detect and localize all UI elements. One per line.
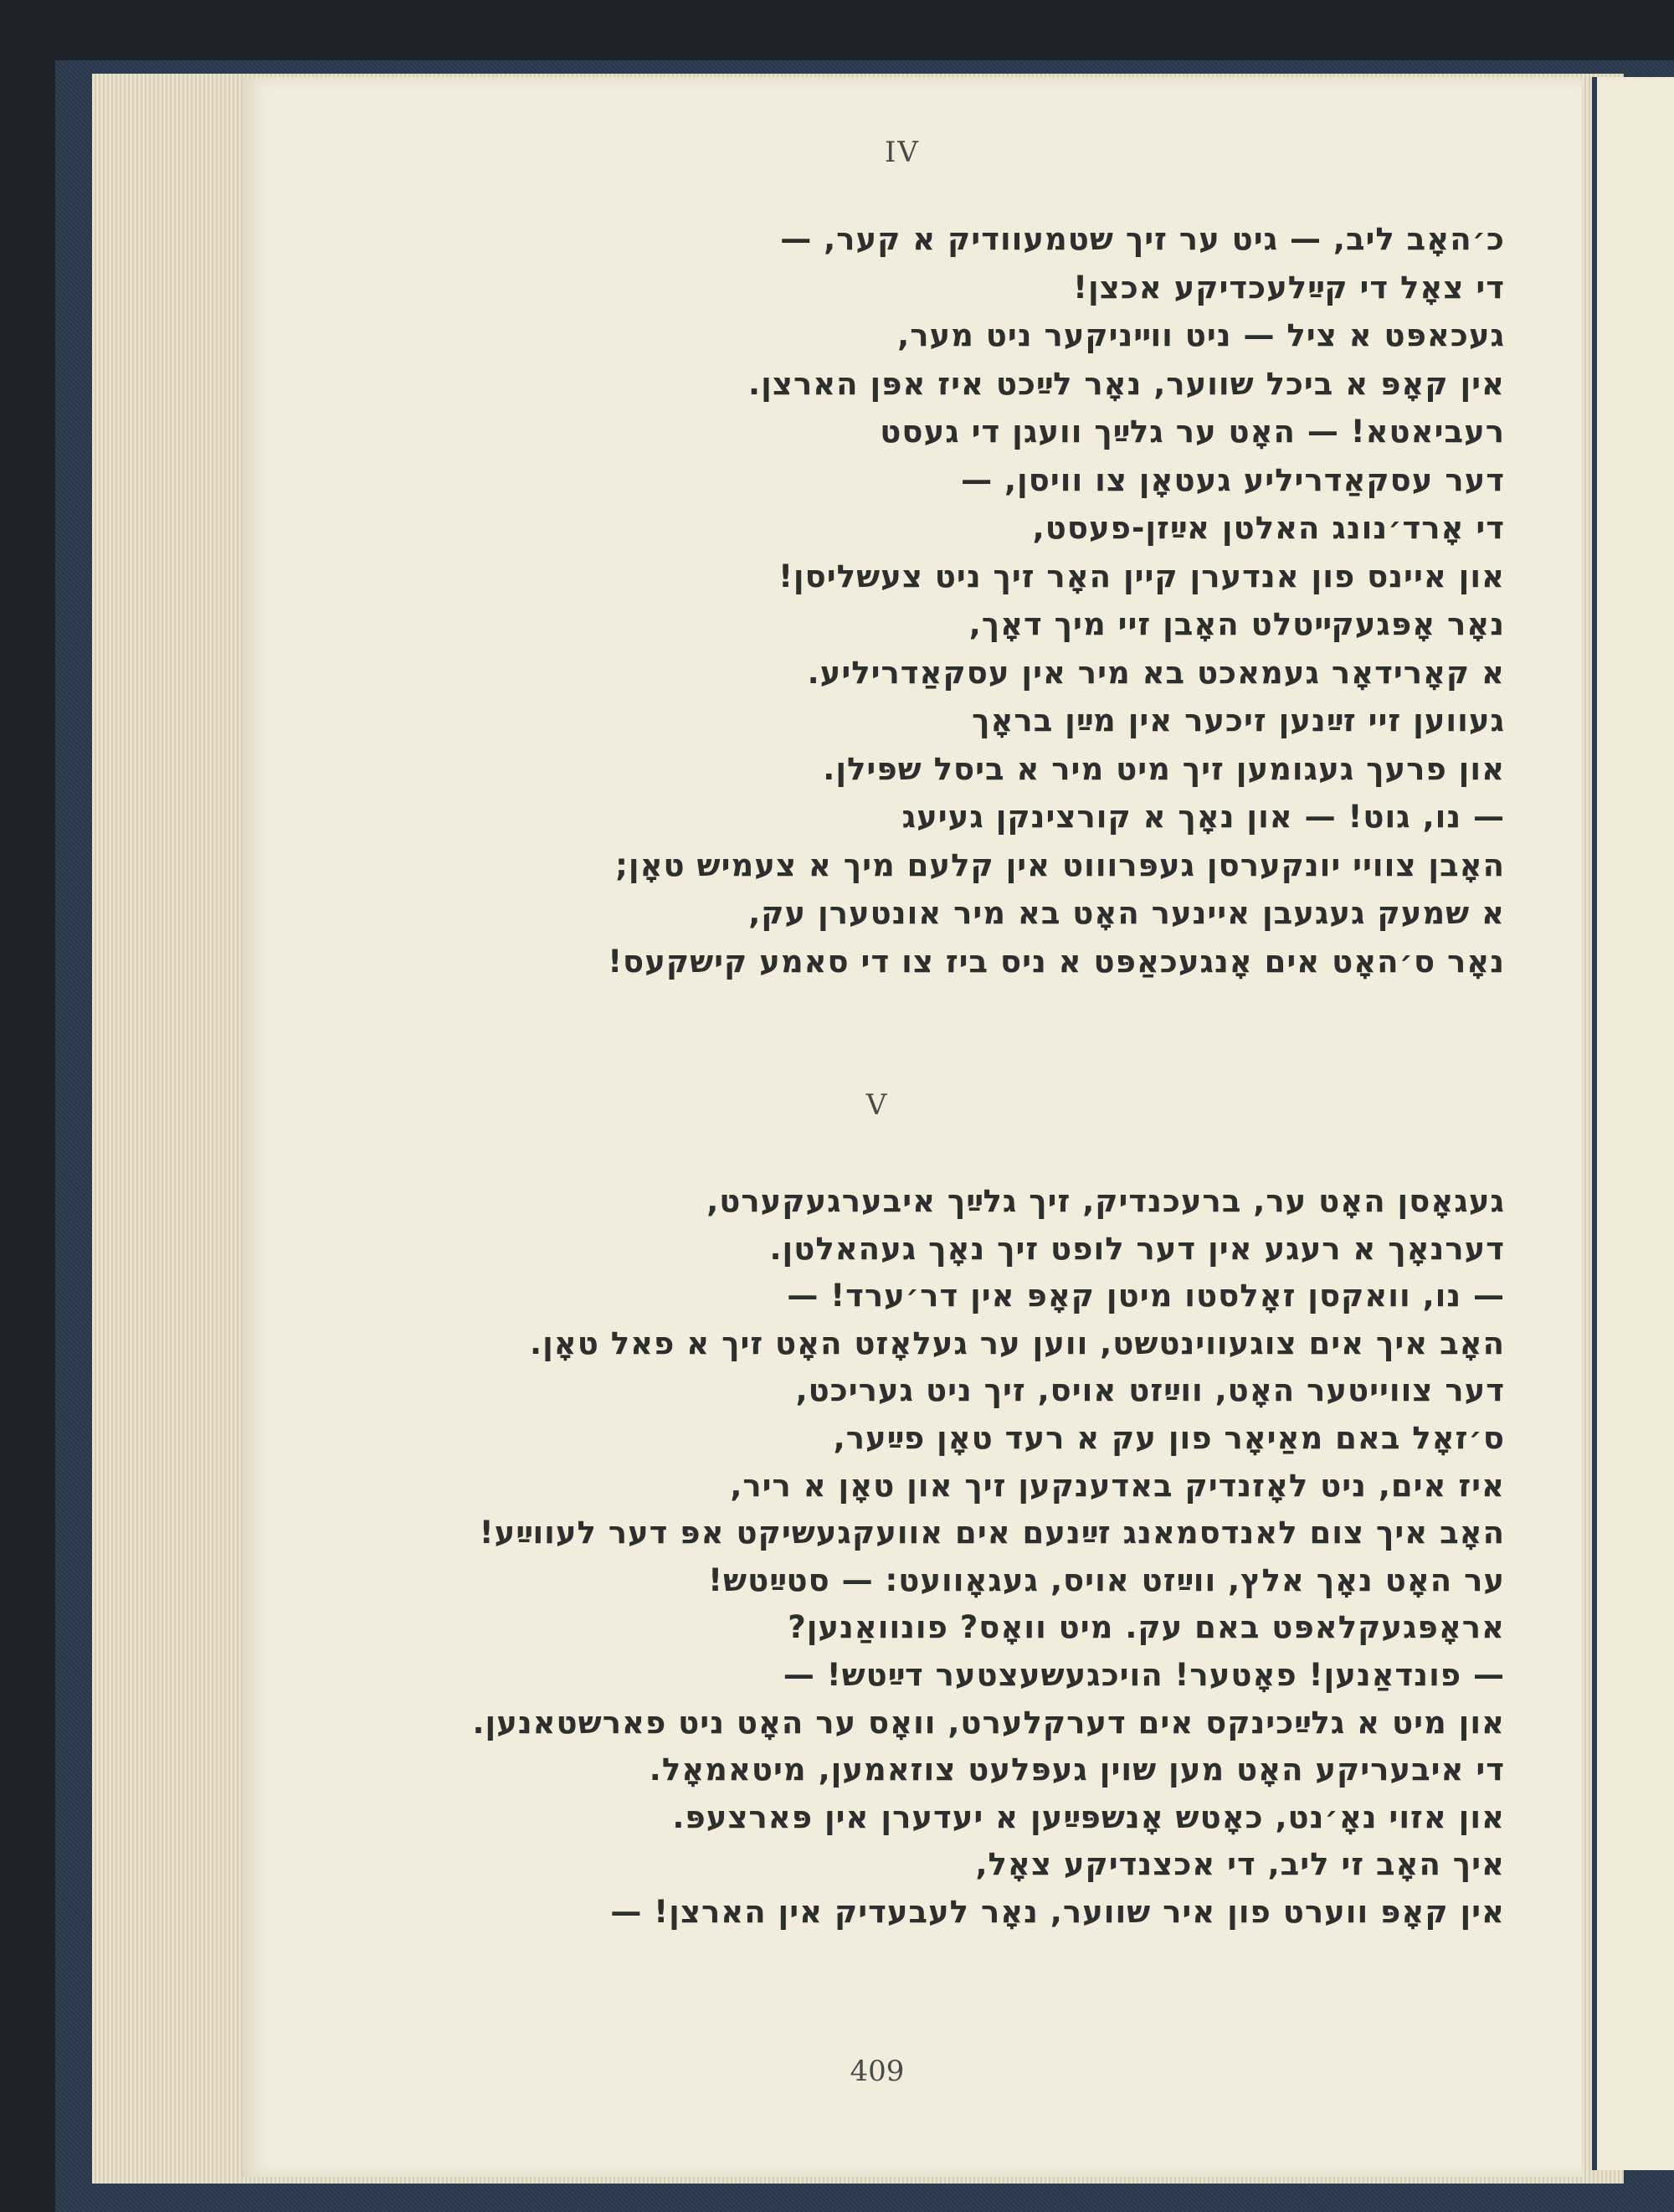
- verse-line: געגאָסן האָט ער, ברעכנדיק, זיך גלײַך איבערגעקערט,: [706, 1183, 1505, 1219]
- verse-line: ס׳זאָל באם מאַיאָר פון עק א רעד טאָן פײַער,: [833, 1419, 1505, 1456]
- verse-line: אראָפּגעקלאפּט באם עק. מיט וואָס? פונוואַנען?: [788, 1609, 1505, 1646]
- verse-line: די איבעריקע האָט מען שוין געפּלעט צוזאמען, מיטאמאָל.: [649, 1752, 1505, 1788]
- verse-line: — נו, גוט! — און נאָך א קורצינקן געיעג: [901, 799, 1505, 835]
- verse-line: נאָר אָפּגעקײטלט האָבן זיי מיך דאָך,: [968, 606, 1505, 642]
- verse-line: איז אים, ניט לאָזנדיק באדענקען זיך און טאָן א ריר,: [730, 1467, 1505, 1504]
- verse-line: און מיט א גלײַכינקס אים דערקלערט, וואָס ער האָט ניט פארשטאנען.: [472, 1704, 1505, 1741]
- verse-line: א שמעק געגעבן איינער האָט בא מיר אונטערן עק,: [748, 895, 1505, 931]
- poem-section-v: [291, 1178, 1505, 1937]
- verse-line: נאָר ס׳האָט אים אָנגעכאַפּט א ניס ביז צו די סאמע קישקעס!: [608, 943, 1505, 980]
- verse-line: האָבן צוויי יונקערסן געפּרוווט אין קלעם מיך א צעמיש טאָן;: [615, 846, 1505, 883]
- verse-line: ער האָט נאָך אלץ, ווײַזט אויס, געגאָוועט: — סטײַטש!: [708, 1561, 1505, 1598]
- poem-section-iv: [291, 215, 1505, 985]
- verse-line: דער עסקאַדריליע געטאָן צו וויסן, —: [961, 461, 1505, 498]
- verse-line: געווען זיי זײַנען זיכער אין מײַן בראָך: [972, 702, 1505, 738]
- verse-line: די אָרד׳נונג האלטן אײַזן-פעסט,: [1032, 510, 1505, 546]
- verse-line: כ׳האָב ליב, — גיט ער זיך שטמעוודיק א קער, —: [780, 221, 1505, 257]
- verse-line: איך האָב זי ליב, די אכצנדיקע צאָל,: [975, 1846, 1505, 1883]
- verse-line: האָב איך צום לאנדסמאנג זײַנעם אים אוועקגעשיקט אפּ דער לעווײַע!: [479, 1515, 1505, 1551]
- verse-line: דער צווייטער האָט, ווײַזט אויס, זיך ניט געריכט,: [795, 1372, 1505, 1409]
- verse-line: — פונדאַנען! פאָטער! הויכגעשעצטער דײַטש! —: [783, 1656, 1505, 1693]
- verse-line: אין קאָפּ ווערט פון איר שווער, נאָר לעבעדיק אין הארצן! —: [610, 1893, 1505, 1930]
- page-number: 409: [850, 2055, 905, 2088]
- verse-line: דערנאָך א רעגע אין דער לופט זיך נאָך געהאלטן.: [769, 1230, 1505, 1267]
- section-numeral-iv: IV: [885, 136, 920, 169]
- verse-line: — נו, וואקסן זאָלסטו מיטן קאָפּ אין דר׳ערד! —: [787, 1278, 1505, 1314]
- facing-page-edge: [1592, 77, 1674, 2170]
- section-numeral-v: V: [865, 1088, 889, 1122]
- verse-line: און איינס פון אנדערן קיין האָר זיך ניט צעשליסן!: [778, 558, 1505, 594]
- verse-line: געכאפּט א ציל — ניט ווײניקער ניט מער,: [897, 317, 1505, 353]
- verse-line: די צאָל די קײַלעכדיקע אכצן!: [1073, 269, 1505, 306]
- verse-line: אין קאָפּ א ביכל שווער, נאָר לײַכט איז אפּן הארצן.: [748, 365, 1505, 402]
- verse-line: און פרעך געגומען זיך מיט מיר א ביסל שפּילן.: [823, 750, 1505, 787]
- verse-line: האָב איך אים צוגעווינטשט, ווען ער געלאָזט האָט זיך א פאל טאָן.: [530, 1325, 1505, 1361]
- verse-line: א קאָרידאָר געמאכט בא מיר אין עסקאַדריליע.: [807, 654, 1505, 691]
- verse-line: רעביאטא! — האָט ער גלײַך וועגן די געסט: [880, 414, 1505, 450]
- verse-line: און אזוי נאָ׳נט, כאָטש אָנשפּײַען א יעדערן אין פּארצעפּ.: [672, 1798, 1505, 1835]
- book-page: [243, 77, 1582, 2177]
